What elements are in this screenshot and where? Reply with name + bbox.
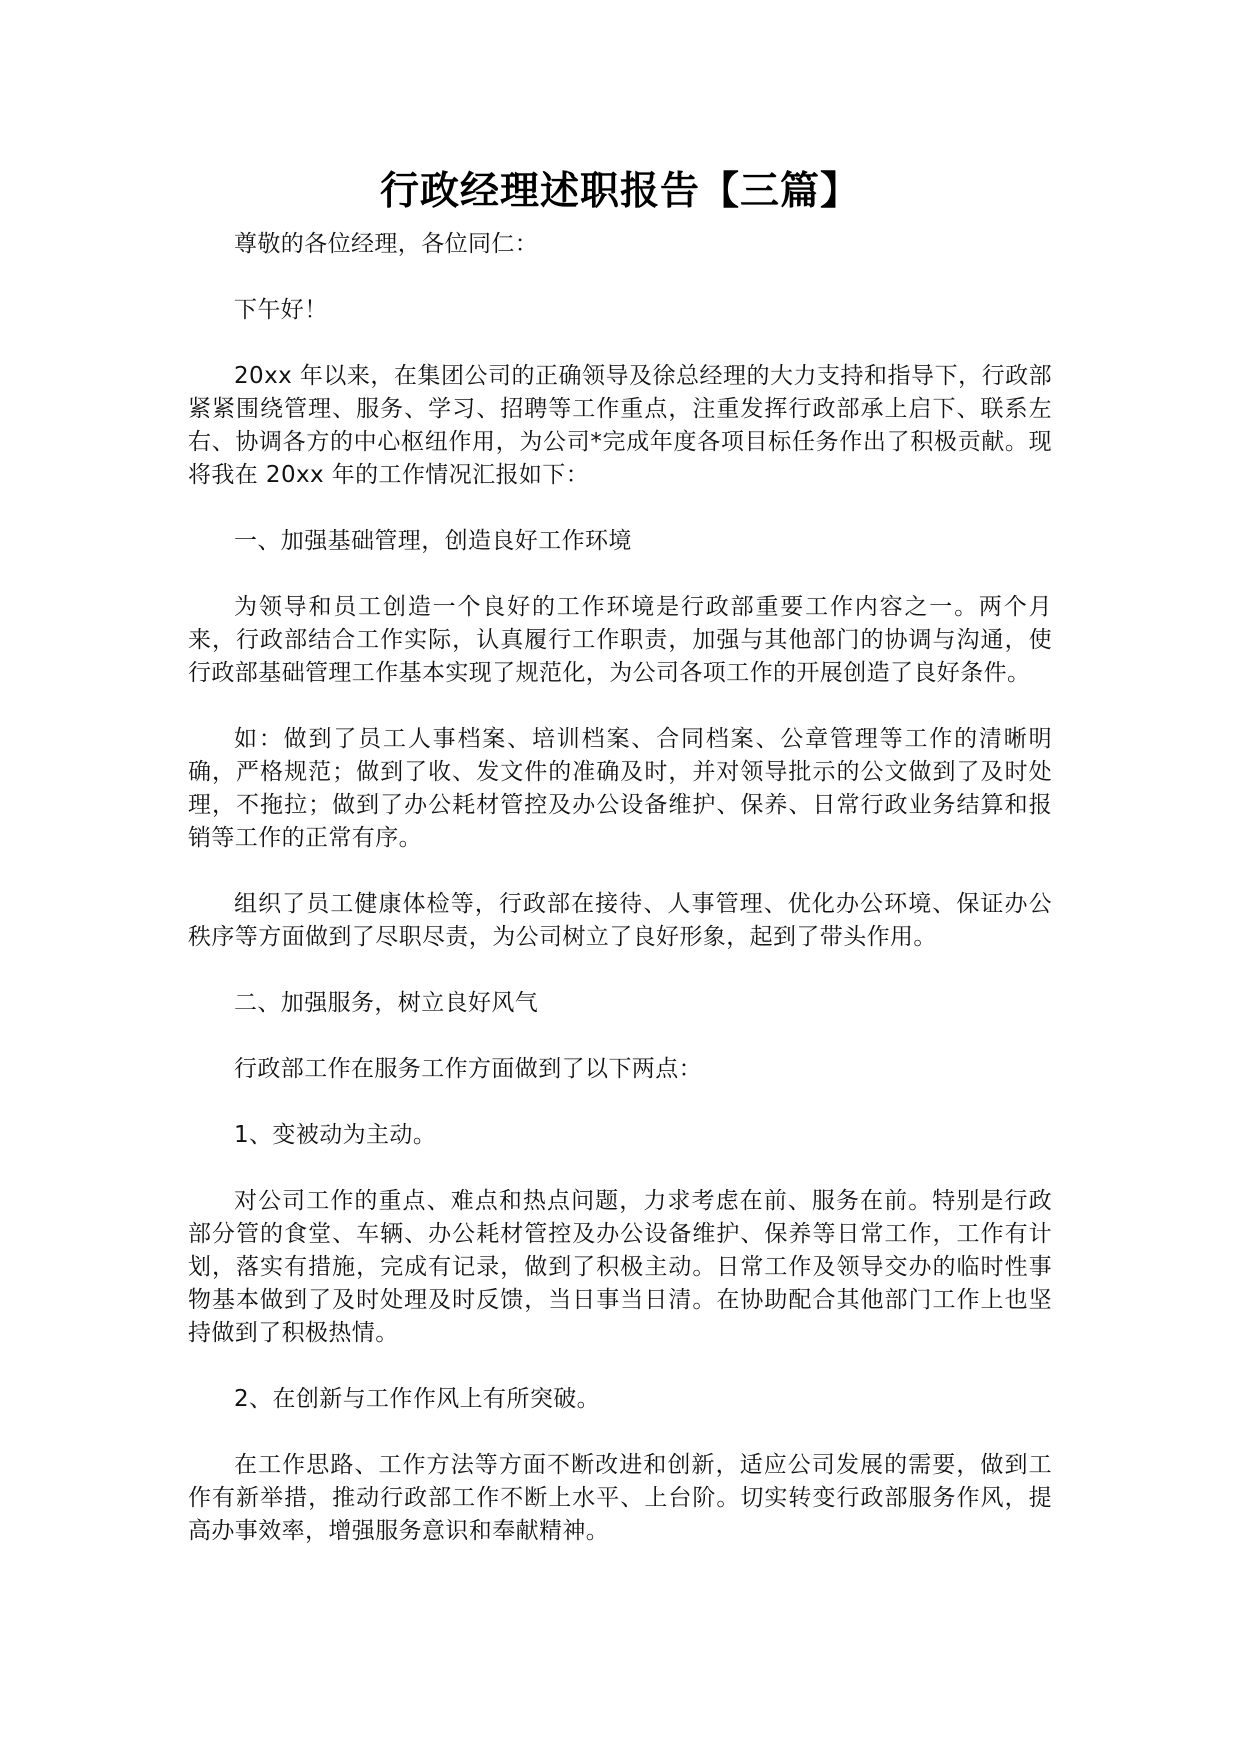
intro-paragraph: 20xx 年以来，在集团公司的正确领导及徐总经理的大力支持和指导下，行政部紧紧围绕管理、服务、学习、招聘等工作重点，注重发挥行政部承上启下、联系左右、协调各方的中心枢纽作用，为公司*完成年度各项目标任务作出了积极贡献。现将我在 20xx 年的工作情况汇报如下：	[188, 363, 1052, 488]
document-body	[188, 228, 1052, 1581]
section-heading-2: 二、加强服务，树立良好风气	[234, 990, 539, 1016]
subheading-2: 2、在创新与工作作风上有所突破。	[234, 1386, 601, 1412]
body-paragraph: 行政部工作在服务工作方面做到了以下两点：	[234, 1056, 702, 1082]
greeting: 下午好！	[234, 297, 328, 323]
body-paragraph: 在工作思路、工作方法等方面不断改进和创新，适应公司发展的需要，做到工作有新举措，推动行政部工作不断上水平、上台阶。切实转变行政部服务作风，提高办事效率，增强服务意识和奉献精神。	[188, 1452, 1052, 1544]
document-title: 行政经理述职报告【三篇】	[379, 169, 860, 214]
section-heading-1: 一、加强基础管理，创造良好工作环境	[234, 528, 632, 554]
body-paragraph: 组织了员工健康体检等，行政部在接待、人事管理、优化办公环境、保证办公秩序等方面做到了尽职尽责，为公司树立了良好形象，起到了带头作用。	[188, 891, 1052, 950]
salutation: 尊敬的各位经理，各位同仁：	[234, 231, 539, 257]
subheading-1: 1、变被动为主动。	[234, 1122, 437, 1148]
body-paragraph: 如：做到了员工人事档案、培训档案、合同档案、公章管理等工作的清晰明确，严格规范；做到了收、发文件的准确及时，并对领导批示的公文做到了及时处理，不拖拉；做到了办公耗材管控及办公设备维护、保养、日常行政业务结算和报销等工作的正常有序。	[188, 726, 1052, 851]
body-paragraph: 对公司工作的重点、难点和热点问题，力求考虑在前、服务在前。特别是行政部分管的食堂、车辆、办公耗材管控及办公设备维护、保养等日常工作，工作有计划，落实有措施，完成有记录，做到了积极主动。日常工作及领导交办的临时性事物基本做到了及时处理及时反馈，当日事当日清。在协助配合其他部门工作上也坚持做到了积极热情。	[188, 1188, 1052, 1346]
body-paragraph: 为领导和员工创造一个良好的工作环境是行政部重要工作内容之一。两个月来，行政部结合工作实际，认真履行工作职责，加强与其他部门的协调与沟通，使行政部基础管理工作基本实现了规范化，为公司各项工作的开展创造了良好条件。	[188, 594, 1052, 686]
